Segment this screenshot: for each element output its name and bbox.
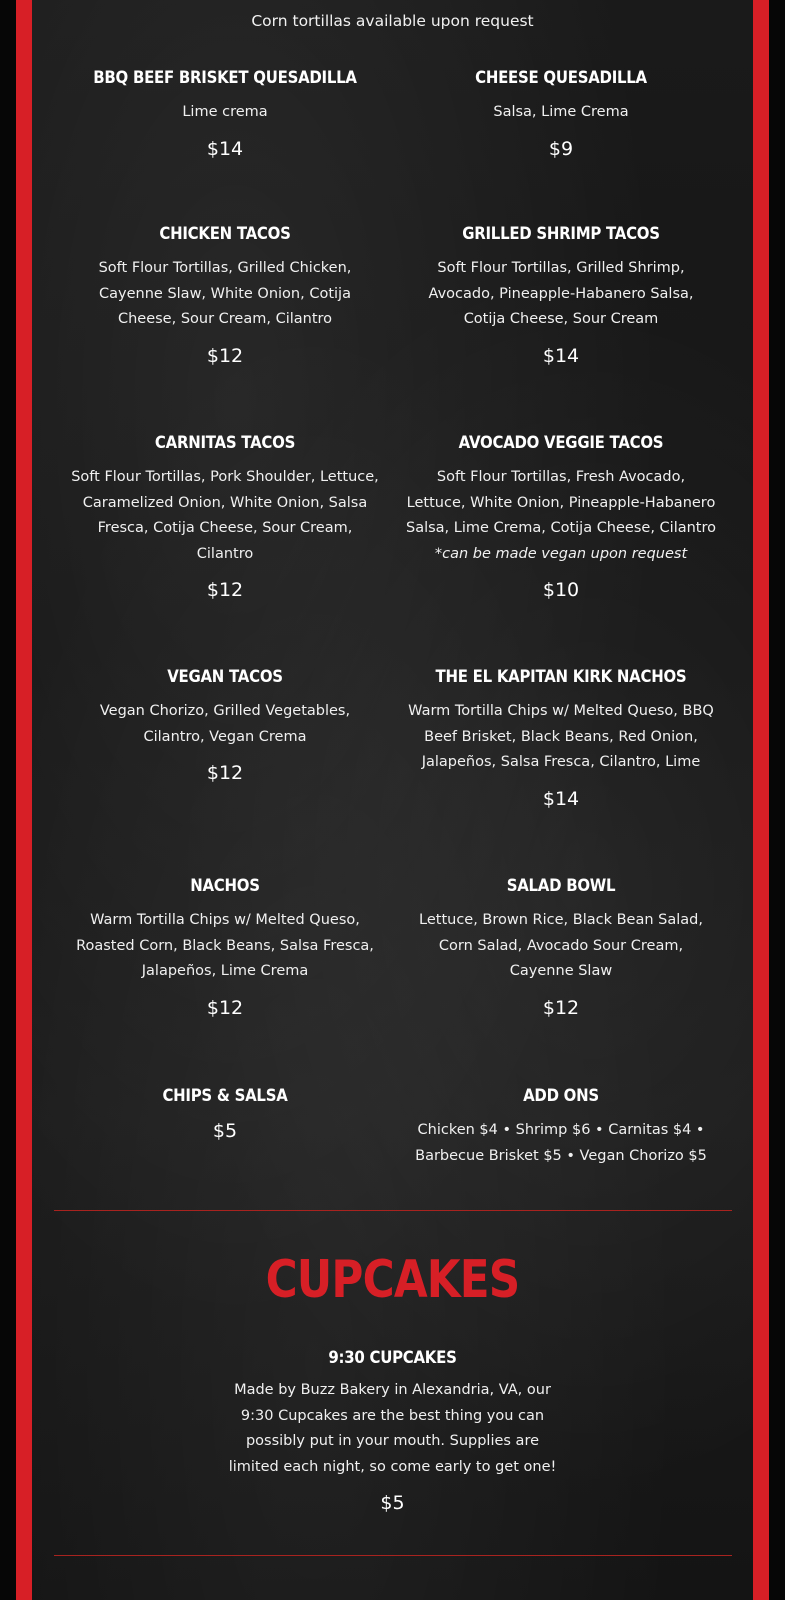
section-divider-bottom [54,1555,732,1556]
corn-tortilla-note: Corn tortillas available upon request [251,12,534,30]
menu-item-cheese-quesadilla [406,66,716,162]
right-edge [769,0,785,1600]
menu-item-chips-and-salsa [70,1084,380,1144]
item-price: $14 [206,137,244,160]
item-name: VEGAN TACOS [167,667,283,687]
item-name: AVOCADO VEGGIE TACOS [458,433,664,453]
item-name: BBQ BEEF BRISKET QUESADILLA [93,68,357,88]
item-price: $14 [542,344,580,367]
item-description: Soft Flour Tortillas, Fresh Avocado, Lettuce, White Onion, Pineapple-Habanero Salsa, Lime Crema, Cotija Cheese, Cilantro [406,469,716,536]
item-price: $14 [542,787,580,810]
item-description: Soft Flour Tortillas, Grilled Shrimp, Avocado, Pineapple-Habanero Salsa, Cotija Cheese, Sour Cream [428,260,694,327]
vegan-option-note: *can be made vegan upon request [434,545,688,562]
item-description: Lettuce, Brown Rice, Black Bean Salad, Corn Salad, Avocado Sour Cream, Cayenne Slaw [419,912,703,979]
menu-item-avocado-veggie-tacos [406,431,716,603]
item-name: CHEESE QUESADILLA [475,68,647,88]
item-price: $12 [206,579,244,601]
item-price: $12 [206,762,244,784]
left-edge [0,0,16,1600]
item-description: Made by Buzz Bakery in Alexandria, VA, our 9:30 Cupcakes are the best thing you can possibly put in your mouth. Supplies are limited each night, so come early to get one! [228,1382,557,1475]
item-description: Lime crema [182,104,268,120]
item-description: Vegan Chorizo, Grilled Vegetables, Cilantro, Vegan Crema [99,703,351,745]
item-description: Soft Flour Tortillas, Grilled Chicken, Cayenne Slaw, White Onion, Cotija Cheese, Sour Cream, Cilantro [98,260,352,327]
item-name: NACHOS [190,876,260,896]
item-name: ADD ONS [523,1086,599,1106]
item-name: CHIPS & SALSA [162,1086,288,1106]
item-name: 9:30 CUPCAKES [328,1348,457,1368]
left-red-border [16,0,32,1600]
item-description: Warm Tortilla Chips w/ Melted Queso, BBQ Beef Brisket, Black Beans, Red Onion, Jalapeños, Salsa Fresca, Cilantro, Lime [408,703,714,770]
item-name: CARNITAS TACOS [154,433,296,453]
menu-item-carnitas-tacos [70,431,380,603]
menu-item-nachos [70,874,380,1021]
item-price: $9 [548,137,574,160]
section-divider [54,1210,732,1211]
item-price: $10 [542,579,580,601]
menu-item-grilled-shrimp-tacos [406,222,716,369]
add-ons-list: Chicken $4 • Shrimp $6 • Carnitas $4 • Barbecue Brisket $5 • Vegan Chorizo $5 [415,1122,707,1164]
menu-item-el-kapitan-kirk-nachos [406,665,716,812]
section-title-cupcakes: CUPCAKES [265,1250,520,1310]
item-name: CHICKEN TACOS [159,224,291,244]
item-price: $12 [206,996,244,1019]
item-price: $12 [542,996,580,1019]
item-description: Salsa, Lime Crema [493,104,629,120]
menu-item-chicken-tacos [70,222,380,369]
menu-item-vegan-tacos [70,665,380,786]
menu-item-930-cupcakes [222,1346,563,1516]
item-name: THE EL KAPITAN KIRK NACHOS [435,667,687,687]
menu-item-salad-bowl [406,874,716,1021]
right-red-border [753,0,769,1600]
item-price: $5 [212,1120,238,1142]
item-name: GRILLED SHRIMP TACOS [462,224,660,244]
menu-item-add-ons [406,1084,716,1169]
item-price: $12 [206,344,244,367]
item-price: $5 [380,1492,405,1514]
menu-item-bbq-brisket-quesadilla [70,66,380,162]
item-name: SALAD BOWL [506,876,616,896]
item-description: Soft Flour Tortillas, Pork Shoulder, Lettuce, Caramelized Onion, White Onion, Salsa Fresca, Cotija Cheese, Sour Cream, Cilantro [71,469,379,562]
item-description: Warm Tortilla Chips w/ Melted Queso, Roasted Corn, Black Beans, Salsa Fresca, Jalapeños, Lime Crema [76,912,374,979]
